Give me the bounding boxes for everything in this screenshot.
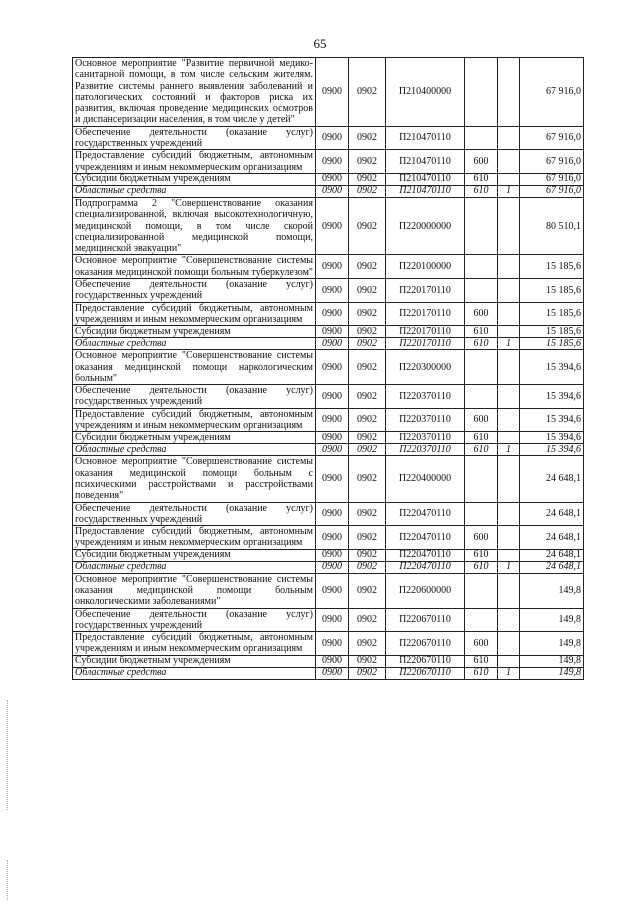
section-code-cell: 0902 — [349, 408, 386, 432]
expense-type-cell: 610 — [465, 655, 498, 667]
funding-source-cell — [498, 255, 520, 279]
funding-source-cell — [498, 456, 520, 502]
ved-code-cell: 0900 — [316, 126, 349, 150]
amount-cell: 67 916,0 — [520, 185, 584, 197]
table-row — [73, 302, 584, 326]
target-article-cell: П220170110 — [386, 302, 465, 326]
section-code-cell: 0902 — [349, 255, 386, 279]
ved-code-cell: 0900 — [316, 350, 349, 385]
section-code-cell: 0902 — [349, 561, 386, 573]
table-row — [73, 502, 584, 526]
amount-cell: 149,8 — [520, 608, 584, 632]
amount-cell: 15 394,6 — [520, 444, 584, 456]
funding-source-cell — [498, 573, 520, 608]
row-name-cell: Предоставление субсидий бюджетным, автономным учреждениям и иным некоммерческим организациям — [73, 150, 316, 174]
table-row — [73, 126, 584, 150]
table-row — [73, 608, 584, 632]
table-row — [73, 385, 584, 409]
target-article-cell: П220370110 — [386, 432, 465, 444]
amount-cell: 15 185,6 — [520, 279, 584, 303]
row-name-cell: Областные средства — [73, 338, 316, 350]
ved-code-cell: 0900 — [316, 173, 349, 185]
section-code-cell: 0902 — [349, 432, 386, 444]
expense-type-cell: 610 — [465, 561, 498, 573]
table-row — [73, 549, 584, 561]
row-name-cell: Обеспечение деятельности (оказание услуг) государственных учреждений — [73, 502, 316, 526]
expense-type-cell — [465, 608, 498, 632]
funding-source-cell — [498, 197, 520, 254]
amount-cell: 80 510,1 — [520, 197, 584, 254]
amount-cell: 67 916,0 — [520, 173, 584, 185]
expense-type-cell: 600 — [465, 302, 498, 326]
target-article-cell: П220370110 — [386, 408, 465, 432]
expense-type-cell: 610 — [465, 185, 498, 197]
funding-source-cell: 1 — [498, 185, 520, 197]
funding-source-cell: 1 — [498, 667, 520, 679]
section-code-cell: 0902 — [349, 197, 386, 254]
target-article-cell: П220400000 — [386, 456, 465, 502]
section-code-cell: 0902 — [349, 279, 386, 303]
funding-source-cell — [498, 173, 520, 185]
expense-type-cell — [465, 197, 498, 254]
row-name-cell: Субсидии бюджетным учреждениям — [73, 326, 316, 338]
table-row — [73, 279, 584, 303]
ved-code-cell: 0900 — [316, 432, 349, 444]
row-name-cell: Субсидии бюджетным учреждениям — [73, 655, 316, 667]
funding-source-cell — [498, 432, 520, 444]
row-name-cell: Предоставление субсидий бюджетным, автономным учреждениям и иным некоммерческим организациям — [73, 526, 316, 550]
row-name-cell: Предоставление субсидий бюджетным, автономным учреждениям и иным некоммерческим организациям — [73, 408, 316, 432]
target-article-cell: П220670110 — [386, 632, 465, 656]
target-article-cell: П210470110 — [386, 150, 465, 174]
section-code-cell: 0902 — [349, 444, 386, 456]
target-article-cell: П220470110 — [386, 561, 465, 573]
expense-type-cell: 600 — [465, 632, 498, 656]
row-name-cell: Субсидии бюджетным учреждениям — [73, 173, 316, 185]
expense-type-cell: 610 — [465, 549, 498, 561]
section-code-cell: 0902 — [349, 302, 386, 326]
target-article-cell: П220370110 — [386, 444, 465, 456]
target-article-cell: П220470110 — [386, 502, 465, 526]
target-article-cell: П220170110 — [386, 338, 465, 350]
target-article-cell: П220170110 — [386, 326, 465, 338]
expense-type-cell — [465, 126, 498, 150]
section-code-cell: 0902 — [349, 456, 386, 502]
target-article-cell: П210470110 — [386, 126, 465, 150]
amount-cell: 24 648,1 — [520, 526, 584, 550]
section-code-cell: 0902 — [349, 632, 386, 656]
target-article-cell: П220300000 — [386, 350, 465, 385]
table-row — [73, 326, 584, 338]
amount-cell: 149,8 — [520, 655, 584, 667]
ved-code-cell: 0900 — [316, 255, 349, 279]
expense-type-cell — [465, 502, 498, 526]
row-name-cell: Областные средства — [73, 185, 316, 197]
row-name-cell: Областные средства — [73, 561, 316, 573]
row-name-cell: Основное мероприятие "Совершенствование системы оказания медицинской помощи наркологическим больным" — [73, 350, 316, 385]
section-code-cell: 0902 — [349, 126, 386, 150]
expense-type-cell: 610 — [465, 326, 498, 338]
table-row — [73, 561, 584, 573]
table-row — [73, 197, 584, 254]
funding-source-cell — [498, 526, 520, 550]
table-row — [73, 444, 584, 456]
ved-code-cell: 0900 — [316, 385, 349, 409]
amount-cell: 15 394,6 — [520, 350, 584, 385]
table-row — [73, 655, 584, 667]
table-row — [73, 150, 584, 174]
amount-cell: 15 394,6 — [520, 408, 584, 432]
funding-source-cell — [498, 632, 520, 656]
section-code-cell: 0902 — [349, 502, 386, 526]
target-article-cell: П220670110 — [386, 655, 465, 667]
row-name-cell: Основное мероприятие "Совершенствование системы оказания медицинской помощи больным туберкулезом" — [73, 255, 316, 279]
section-code-cell: 0902 — [349, 326, 386, 338]
funding-source-cell — [498, 326, 520, 338]
row-name-cell: Обеспечение деятельности (оказание услуг) государственных учреждений — [73, 385, 316, 409]
section-code-cell: 0902 — [349, 667, 386, 679]
ved-code-cell: 0900 — [316, 655, 349, 667]
amount-cell: 67 916,0 — [520, 58, 584, 127]
amount-cell: 67 916,0 — [520, 126, 584, 150]
table-row — [73, 173, 584, 185]
funding-source-cell — [498, 502, 520, 526]
amount-cell: 149,8 — [520, 667, 584, 679]
section-code-cell: 0902 — [349, 350, 386, 385]
row-name-cell: Предоставление субсидий бюджетным, автономным учреждениям и иным некоммерческим организациям — [73, 302, 316, 326]
ved-code-cell: 0900 — [316, 608, 349, 632]
funding-source-cell — [498, 408, 520, 432]
expense-type-cell: 610 — [465, 338, 498, 350]
table-row — [73, 408, 584, 432]
expense-type-cell: 600 — [465, 408, 498, 432]
amount-cell: 24 648,1 — [520, 549, 584, 561]
funding-source-cell — [498, 549, 520, 561]
section-code-cell: 0902 — [349, 173, 386, 185]
row-name-cell: Основное мероприятие "Совершенствование системы оказания медицинской помощи больным онкологическими заболеваниями" — [73, 573, 316, 608]
scan-margin-mark — [7, 860, 9, 900]
ved-code-cell: 0900 — [316, 279, 349, 303]
ved-code-cell: 0900 — [316, 302, 349, 326]
ved-code-cell: 0900 — [316, 526, 349, 550]
ved-code-cell: 0900 — [316, 667, 349, 679]
funding-source-cell — [498, 126, 520, 150]
amount-cell: 24 648,1 — [520, 561, 584, 573]
ved-code-cell: 0900 — [316, 150, 349, 174]
funding-source-cell — [498, 608, 520, 632]
expense-type-cell: 610 — [465, 173, 498, 185]
expense-type-cell — [465, 456, 498, 502]
scan-margin-mark — [7, 700, 9, 810]
funding-source-cell: 1 — [498, 338, 520, 350]
ved-code-cell: 0900 — [316, 326, 349, 338]
amount-cell: 149,8 — [520, 632, 584, 656]
target-article-cell: П220000000 — [386, 197, 465, 254]
table-row — [73, 632, 584, 656]
expense-type-cell: 600 — [465, 150, 498, 174]
amount-cell: 15 185,6 — [520, 326, 584, 338]
row-name-cell: Подпрограмма 2 "Совершенствование оказания специализированной, включая высокотехнологичную, медицинской помощи, в том числе скорой специализированной медицинской помощи, медицинской эвакуации" — [73, 197, 316, 254]
section-code-cell: 0902 — [349, 655, 386, 667]
table-row — [73, 432, 584, 444]
expense-type-cell — [465, 58, 498, 127]
amount-cell: 15 185,6 — [520, 302, 584, 326]
ved-code-cell: 0900 — [316, 197, 349, 254]
table-row — [73, 573, 584, 608]
section-code-cell: 0902 — [349, 150, 386, 174]
expense-type-cell — [465, 279, 498, 303]
table-row — [73, 185, 584, 197]
funding-source-cell — [498, 350, 520, 385]
funding-source-cell — [498, 385, 520, 409]
table-row — [73, 667, 584, 679]
expense-type-cell — [465, 350, 498, 385]
row-name-cell: Областные средства — [73, 667, 316, 679]
expense-type-cell: 610 — [465, 432, 498, 444]
target-article-cell: П220370110 — [386, 385, 465, 409]
row-name-cell: Субсидии бюджетным учреждениям — [73, 549, 316, 561]
target-article-cell: П220600000 — [386, 573, 465, 608]
section-code-cell: 0902 — [349, 526, 386, 550]
amount-cell: 24 648,1 — [520, 456, 584, 502]
row-name-cell: Предоставление субсидий бюджетным, автономным учреждениям и иным некоммерческим организациям — [73, 632, 316, 656]
funding-source-cell — [498, 279, 520, 303]
expense-type-cell — [465, 385, 498, 409]
target-article-cell: П220170110 — [386, 279, 465, 303]
row-name-cell: Основное мероприятие "Совершенствование системы оказания медицинской помощи больным с психическими расстройствами и расстройствами поведения" — [73, 456, 316, 502]
section-code-cell: 0902 — [349, 385, 386, 409]
table-row — [73, 526, 584, 550]
row-name-cell: Областные средства — [73, 444, 316, 456]
table-row — [73, 338, 584, 350]
ved-code-cell: 0900 — [316, 185, 349, 197]
amount-cell: 24 648,1 — [520, 502, 584, 526]
amount-cell: 15 394,6 — [520, 432, 584, 444]
ved-code-cell: 0900 — [316, 338, 349, 350]
funding-source-cell: 1 — [498, 444, 520, 456]
expense-type-cell: 610 — [465, 667, 498, 679]
expense-type-cell: 610 — [465, 444, 498, 456]
ved-code-cell: 0900 — [316, 632, 349, 656]
section-code-cell: 0902 — [349, 573, 386, 608]
row-name-cell: Субсидии бюджетным учреждениям — [73, 432, 316, 444]
target-article-cell: П220470110 — [386, 549, 465, 561]
ved-code-cell: 0900 — [316, 561, 349, 573]
row-name-cell: Основное мероприятие "Развитие первичной медико-санитарной помощи, в том числе сельским жителям. Развитие системы раннего выявления заболеваний и патологических состояний и факторов риска их развития, включая проведение медицинских осмотров и диспансеризации населения, в том числе у детей" — [73, 58, 316, 127]
ved-code-cell: 0900 — [316, 408, 349, 432]
page-number: 65 — [313, 36, 327, 51]
section-code-cell: 0902 — [349, 549, 386, 561]
target-article-cell: П210470110 — [386, 173, 465, 185]
funding-source-cell — [498, 302, 520, 326]
amount-cell: 67 916,0 — [520, 150, 584, 174]
target-article-cell: П220670110 — [386, 667, 465, 679]
ved-code-cell: 0900 — [316, 58, 349, 127]
section-code-cell: 0902 — [349, 608, 386, 632]
row-name-cell: Обеспечение деятельности (оказание услуг) государственных учреждений — [73, 608, 316, 632]
amount-cell: 15 185,6 — [520, 255, 584, 279]
table-row — [73, 58, 584, 127]
table-body — [73, 58, 584, 680]
table-row — [73, 456, 584, 502]
target-article-cell: П220100000 — [386, 255, 465, 279]
funding-source-cell: 1 — [498, 561, 520, 573]
target-article-cell: П210470110 — [386, 185, 465, 197]
budget-table — [72, 57, 584, 680]
ved-code-cell: 0900 — [316, 573, 349, 608]
expense-type-cell: 600 — [465, 526, 498, 550]
amount-cell: 15 394,6 — [520, 385, 584, 409]
section-code-cell: 0902 — [349, 185, 386, 197]
row-name-cell: Обеспечение деятельности (оказание услуг) государственных учреждений — [73, 279, 316, 303]
funding-source-cell — [498, 150, 520, 174]
ved-code-cell: 0900 — [316, 502, 349, 526]
funding-source-cell — [498, 655, 520, 667]
amount-cell: 149,8 — [520, 573, 584, 608]
ved-code-cell: 0900 — [316, 456, 349, 502]
section-code-cell: 0902 — [349, 58, 386, 127]
expense-type-cell — [465, 573, 498, 608]
funding-source-cell — [498, 58, 520, 127]
table-row — [73, 255, 584, 279]
ved-code-cell: 0900 — [316, 444, 349, 456]
target-article-cell: П220670110 — [386, 608, 465, 632]
target-article-cell: П220470110 — [386, 526, 465, 550]
target-article-cell: П210400000 — [386, 58, 465, 127]
ved-code-cell: 0900 — [316, 549, 349, 561]
expense-type-cell — [465, 255, 498, 279]
row-name-cell: Обеспечение деятельности (оказание услуг) государственных учреждений — [73, 126, 316, 150]
amount-cell: 15 185,6 — [520, 338, 584, 350]
section-code-cell: 0902 — [349, 338, 386, 350]
table-row — [73, 350, 584, 385]
